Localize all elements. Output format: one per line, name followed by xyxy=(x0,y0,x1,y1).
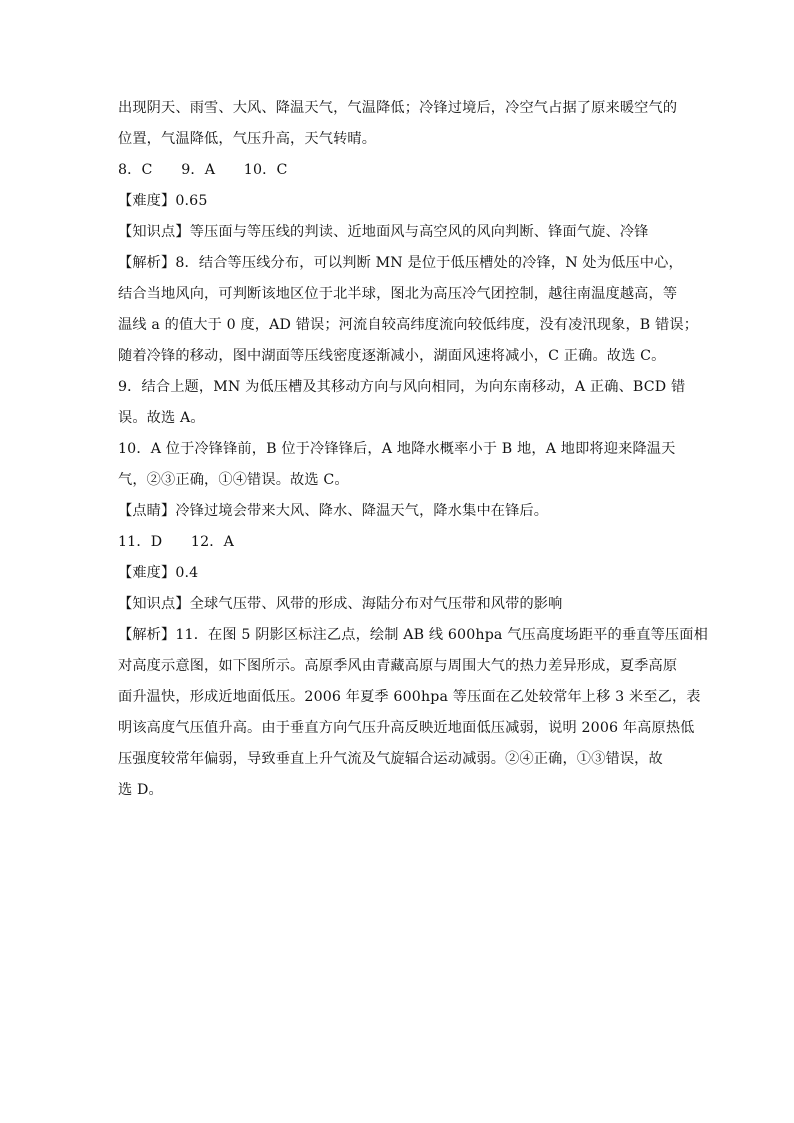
analysis-line-9: 【解析】11．在图 5 阴影区标注乙点，绘制 AB 线 600hpa 气压高度场距平的垂直等压面相 xyxy=(118,627,708,643)
knowledge-point-line-1: 【知识点】等压面与等压线的判读、近地面风与高空风的风向判断、锋面气旋、冷锋 xyxy=(118,224,649,240)
answer-line-11-12: 11．D 12．A xyxy=(118,534,234,550)
analysis-line-6: 误。故选 A。 xyxy=(118,410,205,426)
analysis-line-5: 9．结合上题，MN 为低压槽及其移动方向与风向相同，为向东南移动，A 正确、BCD 错 xyxy=(118,379,686,395)
analysis-line-11: 面升温快，形成近地面低压。2006 年夏季 600hpa 等压面在乙处较常年上移 3 米至乙，表 xyxy=(118,689,701,705)
difficulty-line-1: 【难度】0.65 xyxy=(118,193,208,209)
analysis-line-2: 结合当地风向，可判断该地区位于北半球，图北为高压冷气团控制，越往南温度越高，等 xyxy=(118,286,678,302)
knowledge-point-line-2: 【知识点】全球气压带、风带的形成、海陆分布对气压带和风带的影响 xyxy=(118,596,563,612)
analysis-line-4: 随着冷锋的移动，图中湖面等压线密度逐渐减小，湖面风速将减小，C 正确。故选 C。 xyxy=(118,348,666,364)
analysis-line-3: 温线 a 的值大于 0 度，AD 错误；河流自较高纬度流向较低纬度，没有凌汛现象，B 错误； xyxy=(118,317,699,333)
text-line-2: 位置，气温降低，气压升高，天气转晴。 xyxy=(118,131,377,147)
document-page xyxy=(118,98,708,811)
text-line-1: 出现阴天、雨雪、大风、降温天气，气温降低；冷锋过境后，冷空气占据了原来暖空气的 xyxy=(118,100,678,116)
analysis-line-14: 选 D。 xyxy=(118,782,163,798)
analysis-line-10: 对高度示意图，如下图所示。高原季风由青藏高原与周围大气的热力差异形成，夏季高原 xyxy=(118,658,678,674)
analysis-line-12: 明该高度气压值升高。由于垂直方向气压升高反映近地面低压减弱，说明 2006 年高原热低 xyxy=(118,720,695,736)
difficulty-line-2: 【难度】0.4 xyxy=(118,565,199,581)
analysis-line-7: 10．A 位于冷锋锋前，B 位于冷锋锋后，A 地降水概率小于 B 地，A 地即将迎来降温天 xyxy=(118,441,676,457)
analysis-line-8: 气，②③正确，①④错误。故选 C。 xyxy=(118,472,349,488)
tip-line: 【点睛】冷锋过境会带来大风、降水、降温天气，降水集中在锋后。 xyxy=(118,503,549,519)
analysis-line-1: 【解析】8．结合等压线分布，可以判断 MN 是位于低压槽处的冷锋，N 处为低压中心， xyxy=(118,255,683,271)
analysis-line-13: 压强度较常年偏弱，导致垂直上升气流及气旋辐合运动减弱。②④正确，①③错误，故 xyxy=(118,751,663,767)
answer-line-8-10: 8．C 9．A 10．C xyxy=(118,162,288,178)
